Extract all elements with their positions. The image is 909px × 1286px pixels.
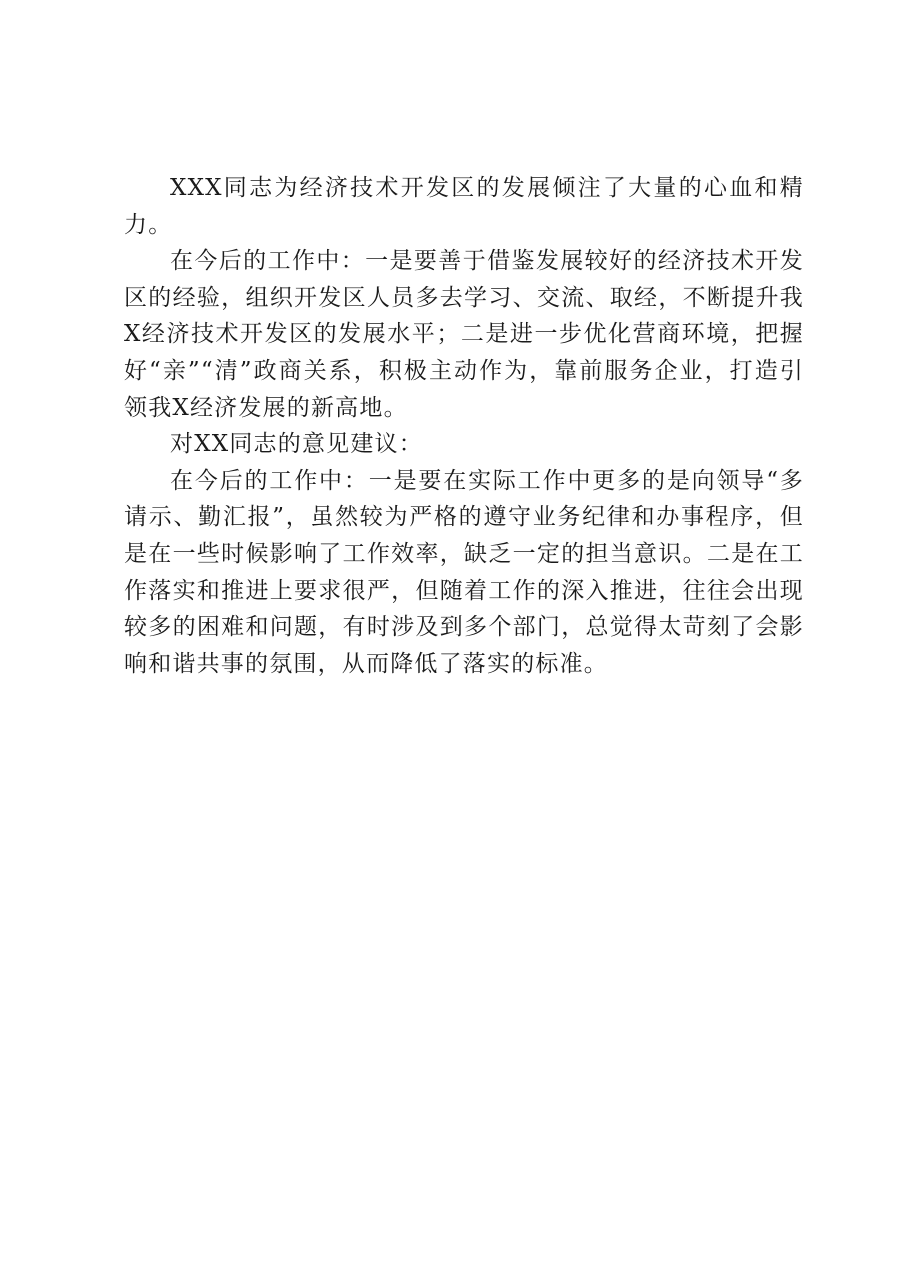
paragraph-contribution: XXX同志为经济技术开发区的发展倾注了大量的心血和精力。 <box>124 175 804 238</box>
paragraph-future-work-2: 在今后的工作中：一是要在实际工作中更多的是向领导“多请示、勤汇报”，虽然较为严格的遵守业务纪律和办事程序，但是在一些时候影响了工作效率，缺乏一定的担当意识。二是在工作落实和推进上要求很严，但随着工作的深入推进，往往会出现较多的困难和问题，有时涉及到多个部门，总觉得太苛刻了会影响和谐共事的氛围，从而降低了落实的标准。 <box>124 467 804 677</box>
document-body <box>124 170 804 682</box>
paragraph-xx-heading: 对XX同志的意见建议： <box>170 431 423 458</box>
paragraph-future-work-1: 在今后的工作中：一是要善于借鉴发展较好的经济技术开发区的经验，组织开发区人员多去学习、交流、取经，不断提升我X经济技术开发区的发展水平；二是进一步优化营商环境，把握好“亲”“清”政商关系，积极主动作为，靠前服务企业，打造引领我X经济发展的新高地。 <box>124 248 804 421</box>
